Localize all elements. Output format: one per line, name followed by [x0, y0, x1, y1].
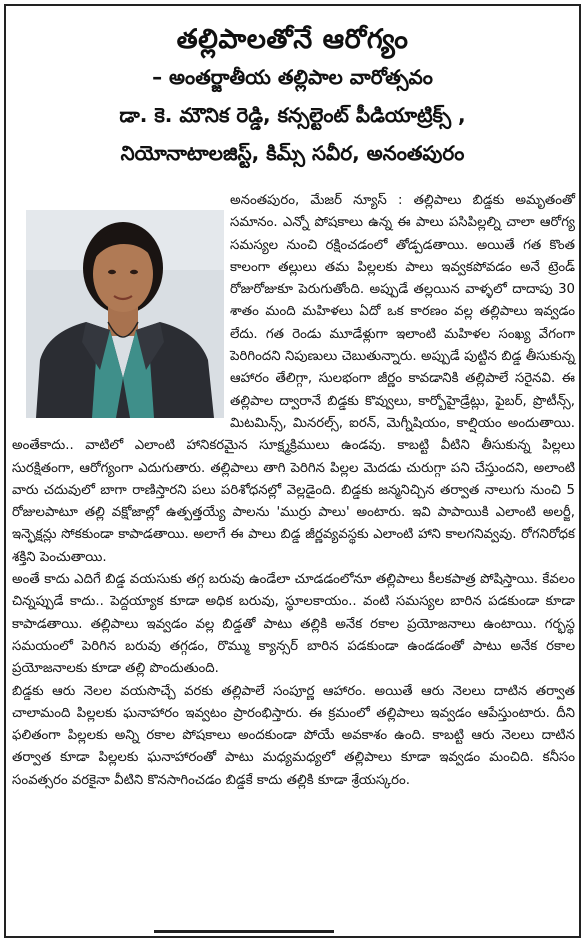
news-clipping	[4, 4, 581, 938]
photo-spacer	[12, 190, 230, 418]
bottom-cutoff	[6, 926, 579, 936]
headline-block	[6, 6, 579, 172]
headline: తల్లిపాలతోనే ఆరోగ్యం	[176, 24, 409, 55]
article-body	[12, 190, 575, 792]
cut-off-text-remnant	[154, 930, 334, 936]
paragraph-2: అంతే కాదు ఎదిగే బిడ్డ వయసుకు తగ్గ బరువు ఉండేలా చూడడంలోనూ తల్లిపాలు కీలకపాత్ర పోషిస్తాయి. కేవలం చిన్నప్పుడే కాదు.. పెద్దయ్యాక కూడా అధిక బరువు, స్థూలకాయం.. వంటి సమస్యల బారిన పడకుండా కూడా కాపాడతాయి. తల్లిపాలు ఇవ్వడం వల్ల బిడ్డతో పాటు తల్లికి అనేక రకాల ప్రయోజనాలు ఉంటాయి. గర్భస్థ సమయంలో పెరిగిన బరువు తగ్గడం, రొమ్ము క్యాన్సర్ బారిన పడకుండా ఉండడంతో పాటు అనేక రకాల ప్రయోజనాలకు కూడా తల్లి పొందుతుంది.	[12, 572, 575, 677]
subtitle-affiliation: నియోనాటాలజిస్ట్, కిమ్స్ సవీర, అనంతపురం	[120, 141, 465, 165]
paragraph-3: బిడ్డకు ఆరు నెలల వయసొచ్చే వరకు తల్లిపాలే సంపూర్ణ ఆహారం. అయితే ఆరు నెలలు దాటిన తర్వాత చాలామంది పిల్లలకు ఘనాహారం ఇవ్వటం ప్రారంభిస్తారు. ఈ క్రమంలో తల్లిపాలు ఇవ్వడం ఆపేస్తుంటారు. దీని ఫలితంగా పిల్లలకు అన్ని రకాల పోషకాలు అందకుండా పోయే అవకాశం ఉంది. కాబట్టి ఆరు నెలలు దాటిన తర్వాత కూడా పిల్లలకు ఘనాహారంతో పాటు మధ్యమధ్యలో తల్లిపాలు కూడా ఇవ్వడం మంచిది. కనీసం సంవత్సరం వరకైనా వీటిని కొనసాగించడం బిడ్డకే కాదు తల్లికి కూడా శ్రేయస్కరం.	[12, 683, 575, 788]
subtitle-event: – అంతర్జాతీయ తల్లిపాల వారోత్సవం	[152, 65, 433, 89]
subtitle-author: డా. కె. మౌనిక రెడ్డి, కన్సల్టెంట్ పీడియాట్రిక్స్ ,	[119, 103, 466, 127]
paragraph-1: అనంతపురం, మేజర్ న్యూస్ : తల్లిపాలు బిడ్డకు అమృతంతో సమానం. ఎన్నో పోషకాలు ఉన్న ఈ పాలు పసిపిల్లల్ని చాలా ఆరోగ్య సమస్యల నుంచి రక్షించడంలో తోడ్పడతాయి. అయితే గత కొంత కాలంగా తల్లులు తమ పిల్లలకు పాలు ఇవ్వకపోవడం అనే ట్రెండ్ రోజురోజుకూ పెరుగుతోంది. అప్పుడే తల్లయిన వాళ్ళలో దాదాపు 30 శాతం మంది మహిళలు ఏదో ఒక కారణం వల్ల తల్లిపాలు ఇవ్వడం లేదు. గత రెండు మూడేళ్లుగా ఇలాంటి మహిళల సంఖ్య వేగంగా పెరిగిందని నిపుణులు చెబుతున్నారు. అప్పుడే పుట్టిన బిడ్డ తీసుకున్న ఆహారం తేలిగ్గా, సులభంగా జీర్ణం కావడానికి తల్లిపాలే సరైనవి. ఈ తల్లిపాల ద్వారానే బిడ్డకు కొవ్వులు, కార్బోహైడ్రేట్లు, ఫైబర్, ప్రొటీన్స్, మిటమిన్స్, మినరల్స్, ఐరన్, మెగ్నీషియం, కాల్షియం అందుతాయి. అంతేకాదు.. వాటిలో ఎలాంటి హానికరమైన సూక్ష్మక్రిములు ఉండవు. కాబట్టి వీటిని తీసుకున్న పిల్లలు సురక్షితంగా, ఆరోగ్యంగా ఎదుగుతారు. తల్లిపాలు తాగి పెరిగిన పిల్లల మెదడు చురుగ్గా పని చేస్తుందని, అలాంటి వారు చదువులో బాగా రాణిస్తారని పలు పరిశోధనల్లో వెల్లడైంది. బిడ్డకు జన్మనిచ్చిన తర్వాత నాలుగు నుంచి 5 రోజులపాటూ తల్లి వక్షోజాల్లో ఉత్పత్తయ్యే పాలను 'ముర్రు పాలు' అంటారు. ఇవి పాపాయికి ఎలాంటి అలర్జీ, ఇన్ఫెక్షన్లు సోకకుండా కాపాడతాయి. అలాగే ఈ పాలు బిడ్డ జీర్ణవ్యవస్థకు ఎలాంటి హాని కాలగనివ్వవు. రోగనిరోధక శక్తిని పెంచుతాయి.	[12, 193, 575, 565]
